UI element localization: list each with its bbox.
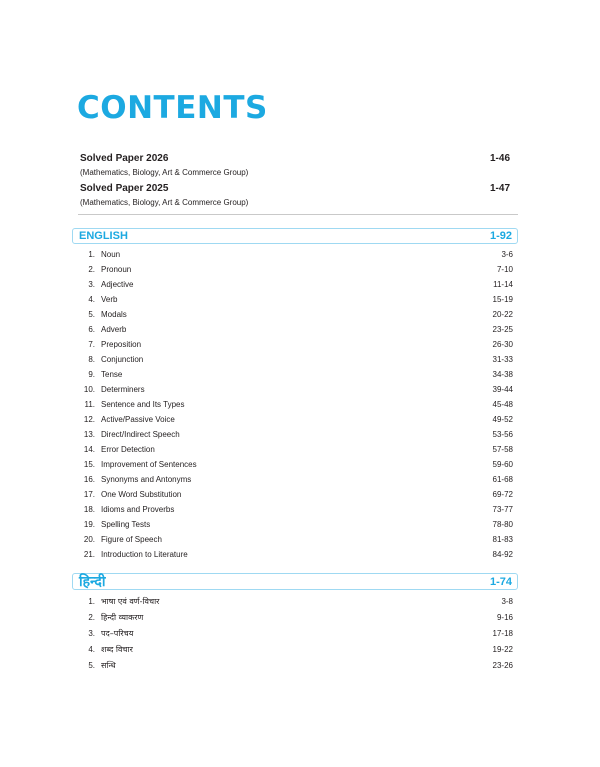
chapter-pages: 31-33 — [492, 355, 513, 364]
chapter-title: सन्धि — [101, 661, 116, 670]
chapter-number: 8. — [88, 355, 95, 364]
chapter-pages: 19-22 — [492, 645, 513, 654]
list-item[interactable] — [80, 610, 513, 626]
list-item[interactable] — [80, 594, 513, 610]
list-item[interactable] — [80, 307, 513, 322]
chapter-number: 16. — [83, 475, 95, 484]
list-item[interactable] — [80, 658, 513, 674]
chapter-number: 5. — [88, 661, 95, 670]
list-item[interactable] — [80, 642, 513, 658]
chapter-number: 13. — [83, 430, 95, 439]
list-item[interactable] — [80, 397, 513, 412]
chapter-number: 17. — [83, 490, 95, 499]
solved-paper-title: Solved Paper 2025 — [80, 183, 169, 194]
chapter-title: पद–परिचय — [101, 629, 134, 638]
chapter-number: 15. — [83, 460, 95, 469]
chapter-pages: 53-56 — [492, 430, 513, 439]
chapter-title: Adverb — [101, 325, 127, 334]
list-item[interactable] — [80, 367, 513, 382]
solved-paper-entry[interactable] — [80, 152, 516, 178]
chapter-number: 18. — [83, 505, 95, 514]
chapter-title: Conjunction — [101, 355, 144, 364]
section-header-hindi[interactable] — [72, 573, 518, 590]
chapter-pages: 69-72 — [492, 490, 513, 499]
chapter-pages: 23-25 — [492, 325, 513, 334]
list-item[interactable] — [80, 277, 513, 292]
chapter-title: Synonyms and Antonyms — [101, 475, 192, 484]
list-item[interactable] — [80, 322, 513, 337]
list-item[interactable] — [80, 442, 513, 457]
chapter-number: 11. — [84, 400, 95, 409]
chapter-number: 10. — [83, 385, 95, 394]
page-title: CONTENTS — [77, 90, 268, 126]
chapter-pages: 26-30 — [492, 340, 513, 349]
chapter-title: One Word Substitution — [101, 490, 182, 499]
section-pages: 1-92 — [489, 230, 512, 242]
chapter-pages: 3-6 — [501, 250, 513, 259]
chapter-number: 12. — [83, 415, 95, 424]
solved-paper-entry[interactable] — [80, 182, 516, 208]
chapter-number: 3. — [88, 629, 95, 638]
chapter-number: 19. — [83, 520, 95, 529]
solved-paper-pages: 1-47 — [489, 183, 510, 194]
chapter-pages: 34-38 — [492, 370, 513, 379]
chapter-pages: 15-19 — [492, 295, 513, 304]
chapter-title: Verb — [101, 295, 118, 304]
list-item[interactable] — [80, 262, 513, 277]
section-name: ENGLISH — [79, 230, 128, 242]
chapter-title: Spelling Tests — [101, 520, 151, 529]
solved-paper-pages: 1-46 — [489, 153, 510, 164]
chapter-pages: 73-77 — [492, 505, 513, 514]
chapter-title: Idioms and Proverbs — [101, 505, 175, 514]
chapter-title: भाषा एवं वर्ण-विचार — [101, 597, 160, 606]
chapter-number: 20. — [83, 535, 95, 544]
chapter-title: Error Detection — [101, 445, 155, 454]
chapter-list-english — [80, 247, 513, 562]
chapter-title: Direct/Indirect Speech — [101, 430, 180, 439]
chapter-title: हिन्दी व्याकरण — [101, 613, 144, 622]
chapter-title: Figure of Speech — [101, 535, 162, 544]
section-pages: 1-74 — [489, 575, 512, 588]
list-item[interactable] — [80, 502, 513, 517]
chapter-title: Tense — [101, 370, 123, 379]
list-item[interactable] — [80, 412, 513, 427]
list-item[interactable] — [80, 292, 513, 307]
solved-paper-title: Solved Paper 2026 — [80, 153, 169, 164]
chapter-pages: 61-68 — [492, 475, 513, 484]
chapter-pages: 78-80 — [492, 520, 513, 529]
chapter-title: Determiners — [101, 385, 145, 394]
list-item[interactable] — [80, 547, 513, 562]
chapter-pages: 9-16 — [496, 613, 513, 622]
chapter-number: 1. — [88, 250, 95, 259]
chapter-pages: 57-58 — [492, 445, 513, 454]
list-item[interactable] — [80, 517, 513, 532]
chapter-pages: 7-10 — [496, 265, 513, 274]
list-item[interactable] — [80, 472, 513, 487]
chapter-pages: 20-22 — [492, 310, 513, 319]
list-item[interactable] — [80, 626, 513, 642]
chapter-title: Pronoun — [101, 265, 132, 274]
chapter-number: 3. — [88, 280, 95, 289]
chapter-pages: 45-48 — [492, 400, 513, 409]
list-item[interactable] — [80, 337, 513, 352]
chapter-list-hindi — [80, 594, 513, 674]
chapter-number: 4. — [88, 295, 95, 304]
chapter-number: 6. — [88, 325, 95, 334]
solved-paper-subtitle: (Mathematics, Biology, Art & Commerce Group) — [80, 168, 249, 177]
chapter-title: शब्द विचार — [101, 645, 133, 654]
chapter-title: Sentence and Its Types — [101, 400, 185, 409]
chapter-pages: 3-8 — [501, 597, 513, 606]
chapter-number: 1. — [88, 597, 95, 606]
chapter-title: Active/Passive Voice — [101, 415, 175, 424]
chapter-number: 2. — [88, 265, 95, 274]
chapter-pages: 59-60 — [492, 460, 513, 469]
list-item[interactable] — [80, 247, 513, 262]
chapter-title: Improvement of Sentences — [101, 460, 197, 469]
chapter-number: 7. — [88, 340, 95, 349]
section-name: हिन्दी — [79, 574, 106, 590]
chapter-number: 21. — [83, 550, 95, 559]
chapter-number: 5. — [88, 310, 95, 319]
chapter-title: Preposition — [101, 340, 142, 349]
section-header-english[interactable] — [72, 228, 518, 244]
list-item[interactable] — [80, 352, 513, 367]
chapter-pages: 39-44 — [492, 385, 513, 394]
chapter-pages: 49-52 — [492, 415, 513, 424]
chapter-title: Adjective — [101, 280, 134, 289]
list-item[interactable] — [80, 532, 513, 547]
chapter-pages: 17-18 — [492, 629, 513, 638]
list-item[interactable] — [80, 487, 513, 502]
divider — [78, 214, 518, 215]
list-item[interactable] — [80, 427, 513, 442]
chapter-title: Introduction to Literature — [101, 550, 188, 559]
chapter-number: 4. — [88, 645, 95, 654]
chapter-pages: 23-26 — [492, 661, 513, 670]
list-item[interactable] — [80, 382, 513, 397]
chapter-number: 9. — [88, 370, 95, 379]
chapter-pages: 84-92 — [492, 550, 513, 559]
chapter-number: 14. — [83, 445, 95, 454]
chapter-title: Modals — [101, 310, 127, 319]
chapter-number: 2. — [88, 613, 95, 622]
chapter-pages: 11-14 — [493, 280, 513, 289]
solved-paper-subtitle: (Mathematics, Biology, Art & Commerce Group) — [80, 198, 249, 207]
chapter-pages: 81-83 — [492, 535, 513, 544]
chapter-title: Noun — [101, 250, 121, 259]
list-item[interactable] — [80, 457, 513, 472]
